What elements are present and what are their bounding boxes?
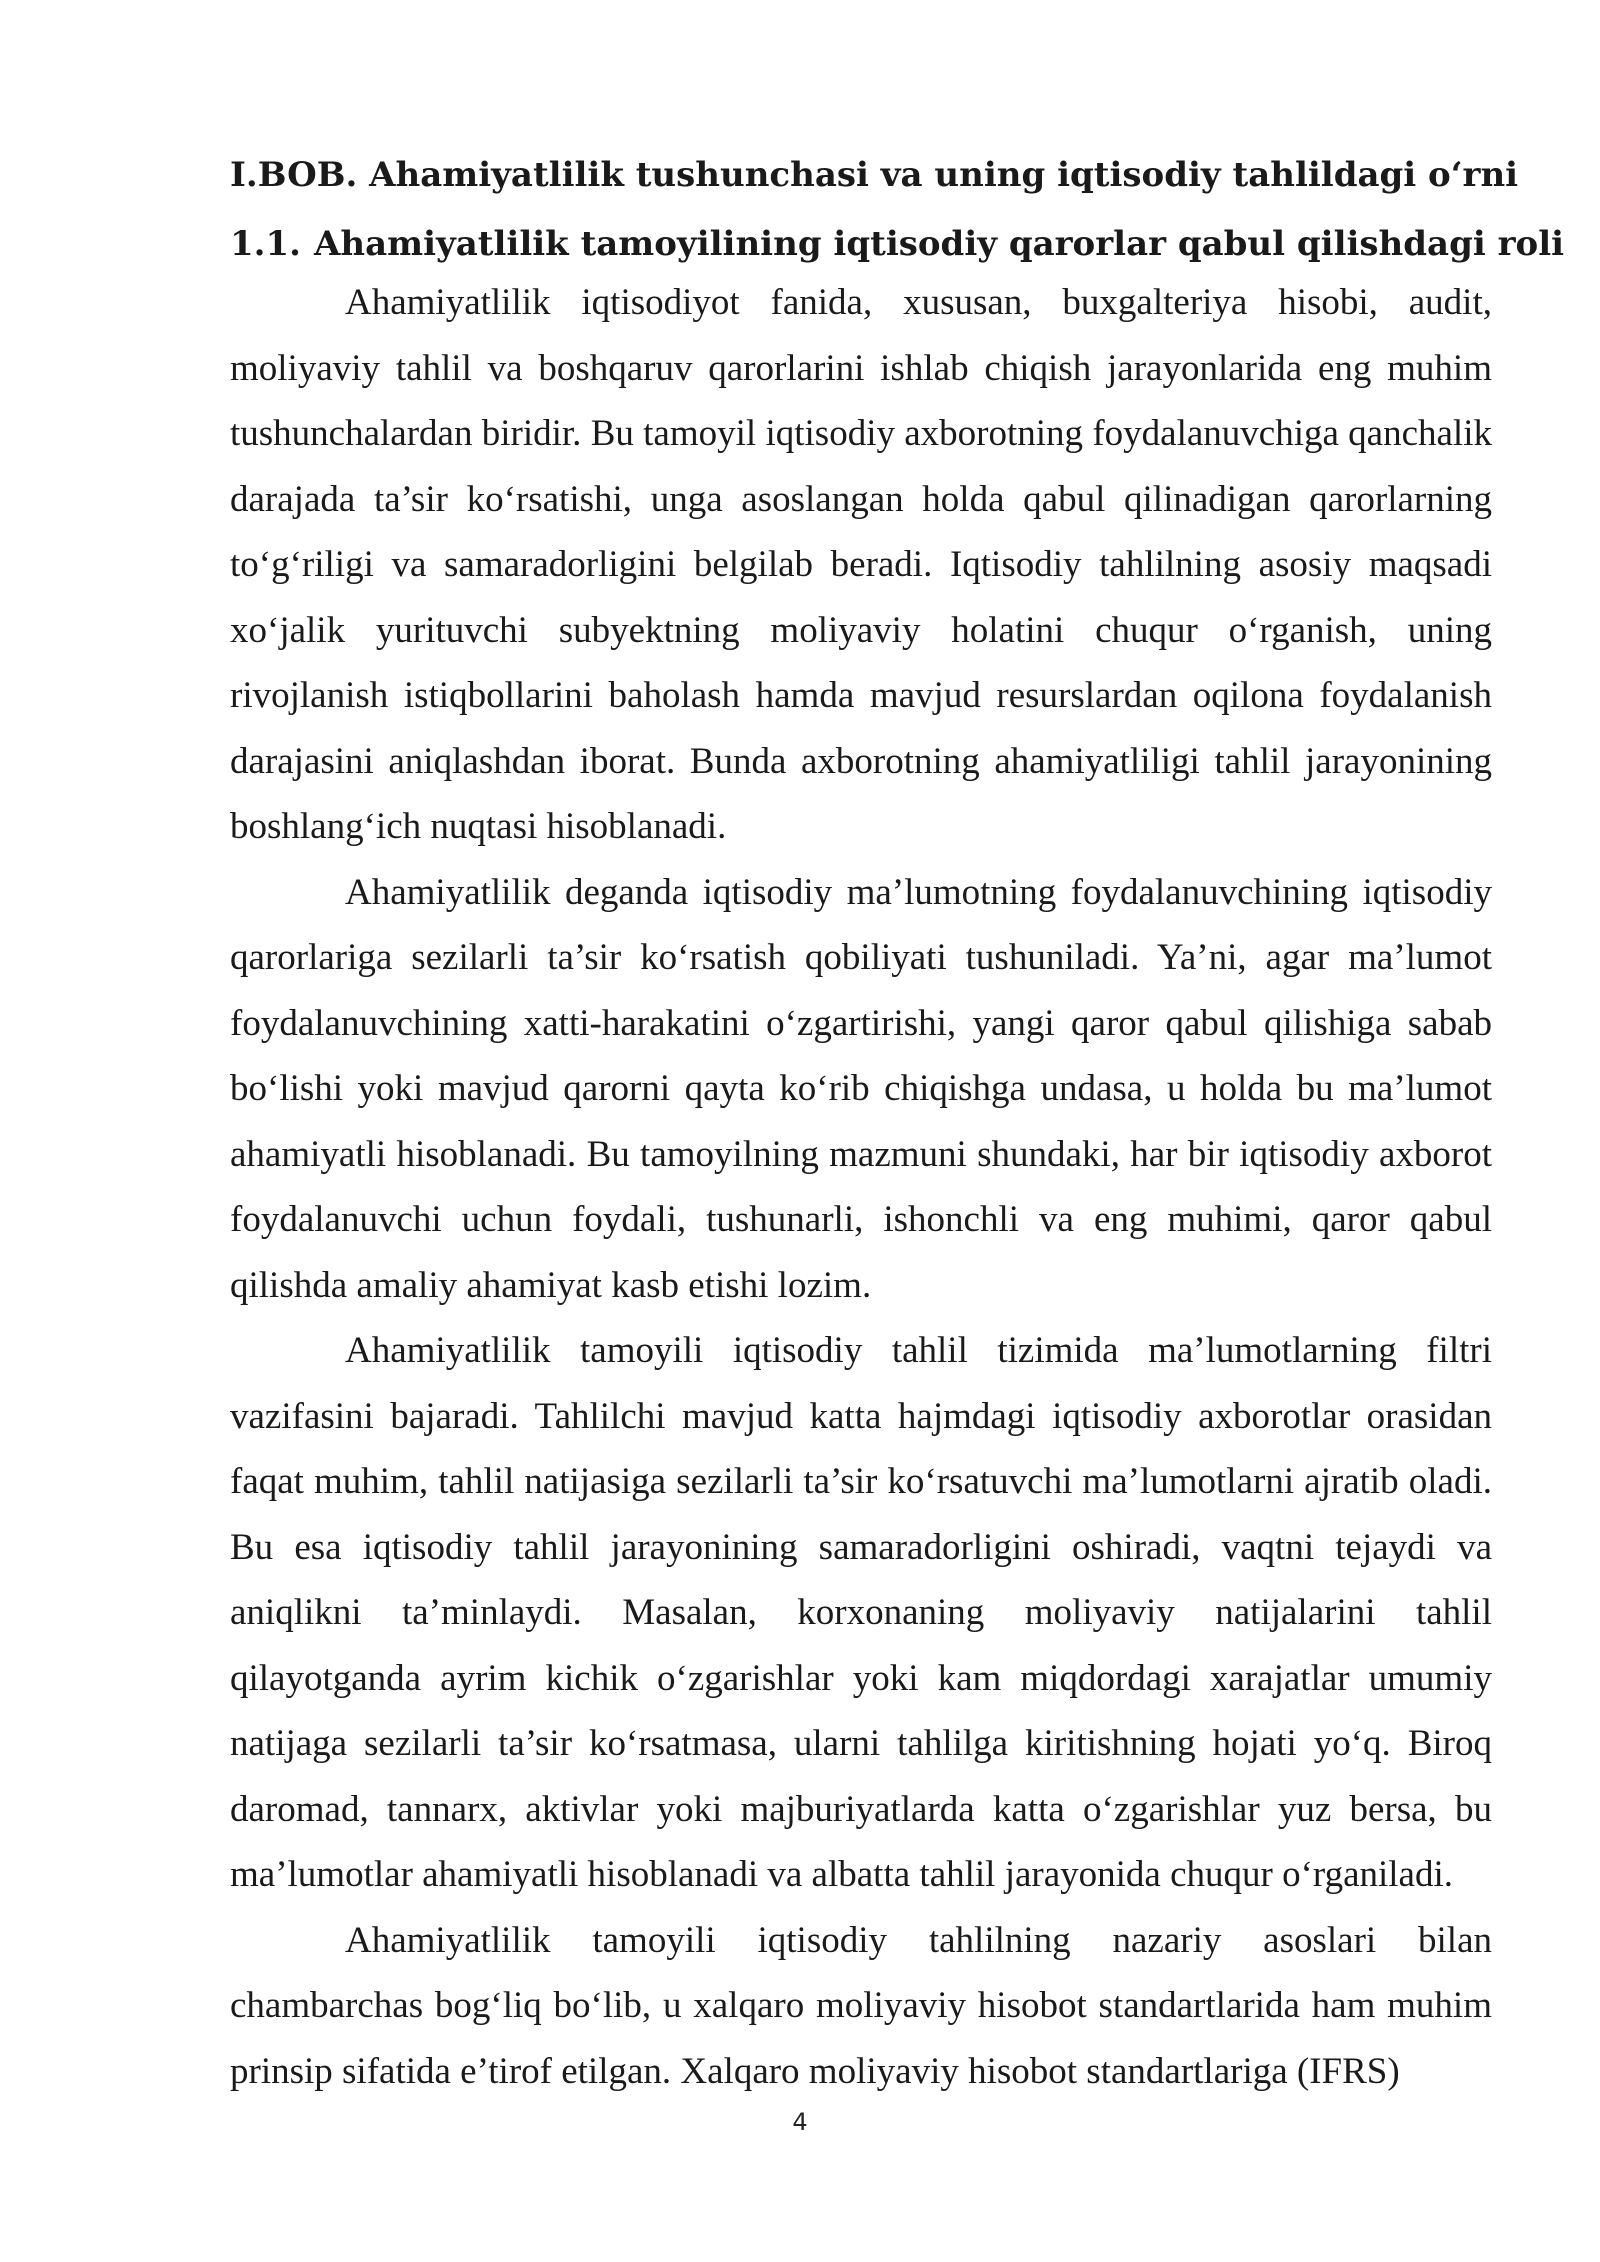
paragraph-2: Ahamiyatlilik deganda iqtisodiy ma’lumotning foydalanuvchining iqtisodiy qarorlariga sezilarli ta’sir ko‘rsatish qobiliyati tushuniladi. Ya’ni, agar ma’lumot foydalanuvchining xatti-harakatini o‘zgartirishi, yangi qaror qabul qilishiga sabab bo‘lishi yoki mavjud qarorni qayta ko‘rib chiqishga undasa, u holda bu ma’lumot ahamiyatli hisoblanadi. Bu tamoyilning mazmuni shundaki, har bir iqtisodiy axborot foydalanuvchi uchun foydali, tushunarli, ishonchli va eng muhimi, qaror qabul qilishda amaliy ahamiyat kasb etishi lozim. [230, 871, 1492, 1306]
section-title-text: Ahamiyatlilik tamoyilining iqtisodiy qarorlar qabul qilishdagi roli [314, 224, 1565, 264]
section-title [230, 218, 1565, 270]
page-number: 4 [792, 2108, 808, 2136]
page-content [230, 140, 1565, 2104]
paragraph-3: Ahamiyatlilik tamoyili iqtisodiy tahlil tizimida ma’lumotlarning filtri vazifasini bajaradi. Tahlilchi mavjud katta hajmdagi iqtisodiy axborotlar orasidan faqat muhim, tahlil natijasiga sezilarli ta’sir ko‘rsatuvchi ma’lumotlarni ajratib oladi. Bu esa iqtisodiy tahlil jarayonining samaradorligini oshiradi, vaqtni tejaydi va aniqlikni ta’minlaydi. Masalan, korxonaning moliyaviy natijalarini tahlil qilayotganda ayrim kichik o‘zgarishlar yoki kam miqdordagi xarajatlar umumiy natijaga sezilarli ta’sir ko‘rsatmasa, ularni tahlilga kiritishning hojati yo‘q. Biroq daromad, tannarx, aktivlar yoki majburiyatlarda katta o‘zgarishlar yuz bersa, bu ma’lumotlar ahamiyatli hisoblanadi va albatta tahlil jarayonida chuqur o‘rganiladi. [230, 1330, 1492, 1895]
section-number: 1.1. [230, 224, 301, 264]
chapter-title: I.BOB. Ahamiyatlilik tushunchasi va uning iqtisodiy tahlildagi o‘rni [230, 155, 1519, 195]
paragraph-1: Ahamiyatlilik iqtisodiyot fanida, xususan, buxgalteriya hisobi, audit, moliyaviy tahlil va boshqaruv qarorlarini ishlab chiqish jarayonlarida eng muhim tushunchalardan biridir. Bu tamoyil iqtisodiy axborotning foydalanuvchiga qanchalik darajada ta’sir ko‘rsatishi, unga asoslangan holda qabul qilinadigan qarorlarning to‘g‘riligi va samaradorligini belgilab beradi. Iqtisodiy tahlilning asosiy maqsadi xo‘jalik yurituvchi subyektning moliyaviy holatini chuqur o‘rganish, uning rivojlanish istiqbollarini baholash hamda mavjud resurslardan oqilona foydalanish darajasini aniqlashdan iborat. Bunda axborotning ahamiyatliligi tahlil jarayonining boshlang‘ich nuqtasi hisoblanadi. [230, 282, 1492, 847]
paragraph-4: Ahamiyatlilik tamoyili iqtisodiy tahlilning nazariy asoslari bilan chambarchas bog‘liq bo‘lib, u xalqaro moliyaviy hisobot standartlarida ham muhim prinsip sifatida e’tirof etilgan. Xalqaro moliyaviy hisobot standartlariga (IFRS) [230, 1919, 1492, 2092]
